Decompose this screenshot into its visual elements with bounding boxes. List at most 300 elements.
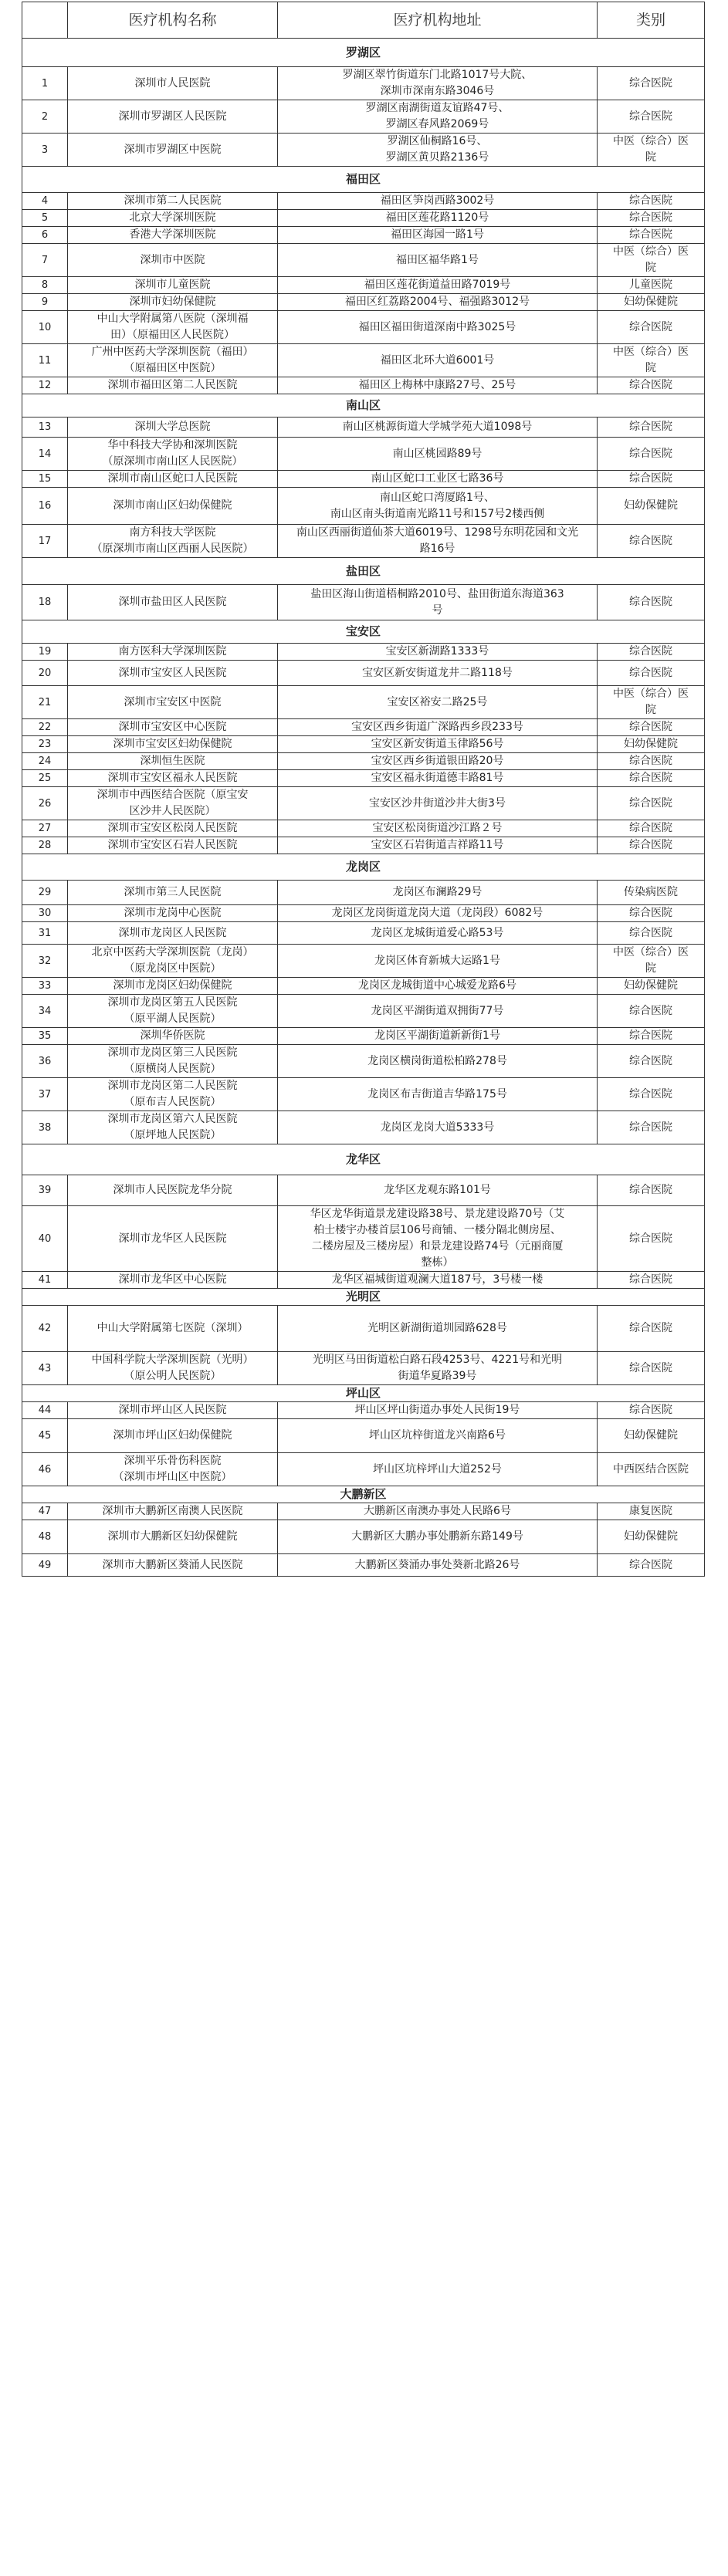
row-number: 6 <box>22 227 68 244</box>
row-number: 35 <box>22 1028 68 1045</box>
institution-category-line: 综合医院 <box>629 447 672 460</box>
table-row <box>22 1028 705 1045</box>
institution-category-line: 综合医院 <box>629 907 672 919</box>
institution-category <box>598 1206 705 1272</box>
institution-category-line: 综合医院 <box>629 1273 672 1286</box>
institution-name-line: 深圳市龙岗区第三人民医院 <box>107 1046 238 1059</box>
institution-address <box>278 1045 598 1078</box>
table-row <box>22 418 705 438</box>
institution-category-line: 中医（综合）医 <box>613 135 689 147</box>
district-name: 福田区 <box>22 167 705 193</box>
institution-name-line: 深圳市龙华区人民医院 <box>118 1232 227 1245</box>
institution-name-line: 深圳市宝安区中心医院 <box>118 721 227 733</box>
institution-category <box>598 418 705 438</box>
district-header-row <box>22 1289 705 1306</box>
institution-name-line: 深圳市宝安区石岩人民医院 <box>107 839 238 851</box>
district-name: 罗湖区 <box>22 39 705 67</box>
institution-category-line: 综合医院 <box>629 534 672 547</box>
institution-address <box>278 753 598 770</box>
institution-name <box>68 995 278 1028</box>
table-row <box>22 585 705 620</box>
institution-name-line: 深圳市宝安区松岗人民医院 <box>107 822 238 834</box>
table-row <box>22 1175 705 1206</box>
institution-address-line: 宝安区沙井街道沙井大街3号 <box>369 796 506 810</box>
row-number: 41 <box>22 1272 68 1289</box>
table-row <box>22 1419 705 1453</box>
table-row <box>22 438 705 471</box>
institution-category-line: 综合医院 <box>629 472 672 485</box>
institution-address-line: 福田区笋岗西路3002号 <box>380 194 495 207</box>
institution-category-line: 儿童医院 <box>629 279 672 291</box>
institution-category <box>598 311 705 344</box>
row-number: 15 <box>22 471 68 488</box>
institution-name <box>68 1045 278 1078</box>
institution-name <box>68 770 278 787</box>
table-row <box>22 294 705 311</box>
institution-category <box>598 100 705 134</box>
row-number: 8 <box>22 277 68 294</box>
institution-address-line: 龙华区福城街道观澜大道187号，3号楼一楼 <box>331 1273 543 1286</box>
institution-name <box>68 881 278 905</box>
institution-name <box>68 978 278 995</box>
institution-address <box>278 585 598 620</box>
row-number: 5 <box>22 210 68 227</box>
institution-name-line: （原公明人民医院） <box>124 1370 222 1382</box>
table-row <box>22 311 705 344</box>
institution-address-line: 宝安区裕安二路25号 <box>387 695 488 708</box>
institution-address <box>278 978 598 995</box>
institution-address-line: 宝安区松岗街道沙江路２号 <box>372 822 503 834</box>
institution-name-line: 中国科学院大学深圳医院（光明） <box>91 1354 254 1366</box>
row-number: 40 <box>22 1206 68 1272</box>
district-header-row <box>22 558 705 585</box>
institution-name-line: （原福田区中医院） <box>124 362 222 374</box>
institution-name <box>68 488 278 525</box>
institution-address-line: 南山区蛇口湾厦路1号、 <box>380 491 495 504</box>
institution-name <box>68 244 278 277</box>
institution-name-line: 深圳市南山区蛇口人民医院 <box>107 472 238 485</box>
row-number: 43 <box>22 1352 68 1385</box>
institution-name-line: 深圳市大鹏新区葵涌人民医院 <box>102 1558 243 1571</box>
institution-category-line: 传染病医院 <box>624 886 678 898</box>
institution-category-line: 综合医院 <box>629 1322 672 1334</box>
district-header-row <box>22 854 705 881</box>
institution-category <box>598 67 705 100</box>
institution-address-line: 罗湖区仙桐路16号、 <box>387 135 488 147</box>
institution-name-line: 南方科技大学医院 <box>129 526 216 539</box>
institution-category <box>598 344 705 377</box>
table-row <box>22 227 705 244</box>
table-row <box>22 837 705 854</box>
institution-address <box>278 488 598 525</box>
institution-category <box>598 1419 705 1453</box>
table-row <box>22 1402 705 1419</box>
institution-address-line: 龙华区龙观东路101号 <box>384 1184 491 1196</box>
institution-category <box>598 644 705 661</box>
institution-name <box>68 753 278 770</box>
institution-category <box>598 995 705 1028</box>
institution-category <box>598 922 705 945</box>
district-name: 宝安区 <box>22 620 705 644</box>
institution-name-line: 区沙井人民医院） <box>129 805 216 817</box>
institution-name-line: 香港大学深圳医院 <box>129 228 216 241</box>
institution-category-line: 综合医院 <box>629 1232 672 1245</box>
row-number: 23 <box>22 736 68 753</box>
institution-name-line: 深圳市大鹏新区南澳人民医院 <box>102 1505 243 1517</box>
institution-address-line: 福田区北环大道6001号 <box>380 353 495 367</box>
table-row <box>22 471 705 488</box>
institution-address <box>278 644 598 661</box>
institution-address <box>278 922 598 945</box>
table-header-row <box>22 2 705 39</box>
table-body <box>22 39 705 1577</box>
institution-address <box>278 1419 598 1453</box>
institution-name <box>68 294 278 311</box>
row-number: 9 <box>22 294 68 311</box>
institution-address-line: 南山区南头街道南光路11号和157号2楼西侧 <box>330 507 545 520</box>
institution-name <box>68 1111 278 1144</box>
institution-address-line: 龙岗区体育新城大运路1号 <box>374 954 500 967</box>
institution-category-line: 妇幼保健院 <box>624 979 678 992</box>
institution-address-line: 罗湖区翠竹街道东门北路1017号大院、 <box>342 69 533 81</box>
institution-category-line: 院 <box>645 262 656 274</box>
institution-name-line: 深圳市中医院 <box>140 253 205 266</box>
institution-name-line: 深圳市龙岗区人民医院 <box>118 926 227 939</box>
district-name: 盐田区 <box>22 558 705 585</box>
institution-category <box>598 377 705 394</box>
institution-address-line: 坪山区坑梓街道龙兴南路6号 <box>369 1429 506 1442</box>
table-row <box>22 1078 705 1111</box>
institution-category <box>598 1306 705 1352</box>
institution-name <box>68 1078 278 1111</box>
institution-category-line: 综合医院 <box>629 1121 672 1134</box>
institution-name-line: （原深圳市南山区西丽人民医院） <box>91 543 254 555</box>
table-row <box>22 1520 705 1554</box>
institution-address <box>278 193 598 210</box>
institution-address-line: 南山区桃园路89号 <box>392 447 483 460</box>
institution-address-line: 光明区马田街道松白路石段4253号、4221号和光明 <box>312 1354 563 1366</box>
institution-address-line: 柏士楼宇办楼首层106号商铺、一楼分隔北侧房屋、 <box>313 1224 561 1236</box>
institution-address <box>278 277 598 294</box>
institution-address <box>278 244 598 277</box>
institution-name <box>68 277 278 294</box>
institution-name-line: 中山大学附属第七医院（深圳） <box>97 1322 249 1334</box>
institution-address-line: 南山区西丽街道仙茶大道6019号、1298号东明花园和文光 <box>296 526 579 539</box>
row-number: 3 <box>22 134 68 167</box>
institution-address-line: 福田区上梅林中康路27号、25号 <box>358 379 516 391</box>
table-row <box>22 1453 705 1486</box>
institution-name <box>68 1206 278 1272</box>
district-header-row <box>22 1385 705 1402</box>
institution-name-line: 深圳市龙岗区第二人民医院 <box>107 1080 238 1092</box>
institution-address-line: 宝安区新安街道玉律路56号 <box>371 738 504 750</box>
institution-category <box>598 770 705 787</box>
row-number: 48 <box>22 1520 68 1554</box>
table-row <box>22 1206 705 1272</box>
table-row <box>22 344 705 377</box>
institution-address-line: 南山区蛇口工业区七路36号 <box>371 472 504 485</box>
institution-category-line: 中医（综合）医 <box>613 346 689 358</box>
institution-address <box>278 820 598 837</box>
institution-address-line: 深圳市深南东路3046号 <box>380 85 495 97</box>
table-row <box>22 525 705 558</box>
institution-address <box>278 1078 598 1111</box>
institution-category <box>598 210 705 227</box>
institution-address-line: 大鹏新区葵涌办事处葵新北路26号 <box>354 1558 520 1571</box>
institution-name <box>68 1520 278 1554</box>
institution-name-line: 深圳市龙岗区第五人民医院 <box>107 996 238 1009</box>
row-number: 21 <box>22 686 68 719</box>
row-number: 20 <box>22 661 68 686</box>
institution-address-line: 龙岗区龙岗街道龙岗大道（龙岗段）6082号 <box>331 907 543 919</box>
row-number: 38 <box>22 1111 68 1144</box>
table-row <box>22 1306 705 1352</box>
institution-name <box>68 905 278 922</box>
institution-address <box>278 881 598 905</box>
institution-address <box>278 905 598 922</box>
institution-name <box>68 134 278 167</box>
row-number: 4 <box>22 193 68 210</box>
institution-name <box>68 1453 278 1486</box>
header-name: 医疗机构名称 <box>68 2 278 39</box>
institution-category-line: 综合医院 <box>629 721 672 733</box>
institution-name <box>68 1352 278 1385</box>
row-number: 28 <box>22 837 68 854</box>
institution-category-line: 综合医院 <box>629 796 672 810</box>
institution-name <box>68 736 278 753</box>
institution-address-line: 南山区桃源街道大学城学苑大道1098号 <box>342 421 533 433</box>
table-row <box>22 905 705 922</box>
institution-name-line: 深圳市罗湖区中医院 <box>124 143 222 156</box>
row-number: 46 <box>22 1453 68 1486</box>
institution-address <box>278 770 598 787</box>
table-row <box>22 922 705 945</box>
institution-address <box>278 1554 598 1577</box>
institution-name <box>68 787 278 820</box>
institution-name-line: 深圳市龙岗区第六人民医院 <box>107 1113 238 1125</box>
institution-address <box>278 1206 598 1272</box>
district-name: 大鹏新区 <box>22 1486 705 1503</box>
institution-name <box>68 661 278 686</box>
table-row <box>22 1554 705 1577</box>
row-number: 26 <box>22 787 68 820</box>
district-name: 龙华区 <box>22 1144 705 1175</box>
institution-address <box>278 1028 598 1045</box>
institution-address <box>278 525 598 558</box>
institution-address-line: 坪山区坑梓坪山大道252号 <box>373 1462 502 1476</box>
institution-category-line: 中医（综合）医 <box>613 245 689 258</box>
institution-address-line: 光明区新湖街道圳园路628号 <box>367 1322 507 1334</box>
institution-address <box>278 418 598 438</box>
institution-name-line: 深圳市第三人民医院 <box>124 886 222 898</box>
row-number: 30 <box>22 905 68 922</box>
institution-name <box>68 820 278 837</box>
institution-category-line: 综合医院 <box>629 596 672 608</box>
institution-category-line: 综合医院 <box>629 645 672 658</box>
institution-address-line: 福田区莲花街道益田路7019号 <box>364 279 511 291</box>
institution-address-line: 二楼房屋及三楼房屋）和景龙建设路74号（元丽商厦 <box>311 1240 564 1253</box>
institution-name <box>68 1419 278 1453</box>
institution-name <box>68 525 278 558</box>
table-row <box>22 67 705 100</box>
institution-category-line: 综合医院 <box>629 1054 672 1067</box>
row-number: 13 <box>22 418 68 438</box>
institution-address <box>278 1272 598 1289</box>
institution-address-line: 坪山区坪山街道办事处人民街19号 <box>354 1404 520 1416</box>
institution-name <box>68 311 278 344</box>
institution-address <box>278 134 598 167</box>
district-header-row <box>22 620 705 644</box>
table-row <box>22 719 705 736</box>
institution-category-line: 综合医院 <box>629 1404 672 1416</box>
institution-name <box>68 1272 278 1289</box>
institution-name <box>68 686 278 719</box>
institution-name-line: 深圳市人民医院龙华分院 <box>113 1184 232 1196</box>
institution-address-line: 福田区福田街道深南中路3025号 <box>358 320 516 333</box>
row-number: 49 <box>22 1554 68 1577</box>
institution-address-line: 宝安区石岩街道吉祥路11号 <box>371 839 504 851</box>
row-number: 18 <box>22 585 68 620</box>
institution-category-line: 综合医院 <box>629 228 672 241</box>
institution-category <box>598 881 705 905</box>
institution-category <box>598 1554 705 1577</box>
institution-name <box>68 227 278 244</box>
institution-address <box>278 1520 598 1554</box>
table-row <box>22 770 705 787</box>
institution-name <box>68 922 278 945</box>
institution-category-line: 中西医结合医院 <box>613 1462 689 1476</box>
institution-address <box>278 945 598 978</box>
institution-category-line: 综合医院 <box>629 211 672 224</box>
institution-address <box>278 100 598 134</box>
institution-address <box>278 837 598 854</box>
institution-category <box>598 686 705 719</box>
table-row <box>22 644 705 661</box>
institution-address <box>278 344 598 377</box>
institution-name-line: 深圳市人民医院 <box>134 76 211 90</box>
institution-category <box>598 820 705 837</box>
institution-name <box>68 585 278 620</box>
institution-category <box>598 227 705 244</box>
row-number: 10 <box>22 311 68 344</box>
row-number: 24 <box>22 753 68 770</box>
row-number: 2 <box>22 100 68 134</box>
institution-category <box>598 1402 705 1419</box>
institution-address-line: 宝安区福永街道德丰路81号 <box>371 772 504 784</box>
table-row <box>22 881 705 905</box>
institution-address-line: 罗湖区南湖街道友谊路47号、 <box>365 102 510 114</box>
institution-category <box>598 525 705 558</box>
institution-name <box>68 100 278 134</box>
institution-category-line: 妇幼保健院 <box>624 1530 678 1543</box>
institution-name-line: （原横岗人民医院） <box>124 1063 222 1075</box>
institution-name <box>68 719 278 736</box>
institution-address <box>278 736 598 753</box>
institution-name-line: （原布吉人民医院） <box>124 1096 222 1108</box>
institution-address <box>278 1352 598 1385</box>
institution-name <box>68 644 278 661</box>
table-row <box>22 277 705 294</box>
district-header-row <box>22 39 705 67</box>
institution-name-line: 深圳市坪山区妇幼保健院 <box>113 1429 232 1442</box>
institution-category-line: 院 <box>645 362 656 374</box>
row-number: 27 <box>22 820 68 837</box>
row-number: 39 <box>22 1175 68 1206</box>
institution-address <box>278 227 598 244</box>
institution-name <box>68 67 278 100</box>
row-number: 19 <box>22 644 68 661</box>
table-row <box>22 1352 705 1385</box>
table-row <box>22 753 705 770</box>
institution-category <box>598 945 705 978</box>
table-row <box>22 134 705 167</box>
institution-address-line: 龙岗区平湖街道新新街1号 <box>374 1029 500 1042</box>
institution-category-line: 综合医院 <box>629 1558 672 1571</box>
institution-category <box>598 787 705 820</box>
institution-name-line: 深圳市龙岗中心医院 <box>124 907 222 919</box>
institution-category <box>598 193 705 210</box>
institution-category-line: 综合医院 <box>629 1029 672 1042</box>
institution-address <box>278 67 598 100</box>
institution-category <box>598 1111 705 1144</box>
table-row <box>22 736 705 753</box>
institution-address-line: 宝安区新湖路1333号 <box>385 645 489 658</box>
row-number: 12 <box>22 377 68 394</box>
institution-category-line: 综合医院 <box>629 1184 672 1196</box>
institution-category-line: 院 <box>645 962 656 975</box>
institution-name-line: 深圳市福田区第二人民医院 <box>107 379 238 391</box>
institution-address <box>278 1402 598 1419</box>
row-number: 16 <box>22 488 68 525</box>
institution-category <box>598 244 705 277</box>
institution-address-line: 号 <box>432 603 443 617</box>
institution-category-line: 综合医院 <box>629 194 672 207</box>
table-row <box>22 1503 705 1520</box>
row-number: 22 <box>22 719 68 736</box>
institution-name <box>68 1503 278 1520</box>
institution-address-line: 福田区福华路1号 <box>396 253 479 266</box>
institution-category-line: 综合医院 <box>629 772 672 784</box>
institution-address-line: 宝安区西乡街道广深路西乡段233号 <box>351 721 523 733</box>
institution-name-line: （原坪地人民医院） <box>124 1129 222 1141</box>
institution-category <box>598 978 705 995</box>
header-category: 类别 <box>598 2 705 39</box>
institution-name-line: 深圳华侨医院 <box>140 1029 205 1042</box>
institution-address-line: 龙岗区布澜路29号 <box>392 886 483 898</box>
row-number: 42 <box>22 1306 68 1352</box>
institution-name-line: 华中科技大学协和深圳医院 <box>107 439 238 451</box>
district-name: 龙岗区 <box>22 854 705 881</box>
institution-category <box>598 1453 705 1486</box>
institution-name-line: 深圳市宝安区妇幼保健院 <box>113 738 232 750</box>
institution-address-line: 盐田区海山街道梧桐路2010号、盐田街道东海道363 <box>310 587 564 600</box>
institution-name-line: 深圳市第二人民医院 <box>124 194 222 207</box>
district-header-row <box>22 167 705 193</box>
institution-name-line: 南方医科大学深圳医院 <box>118 645 227 658</box>
institution-address-line: 福田区海园一路1号 <box>391 228 484 241</box>
institution-address-line: 龙岗区龙岗大道5333号 <box>380 1121 495 1134</box>
institution-name-line: （原深圳市南山区人民医院） <box>102 455 243 468</box>
institution-address <box>278 210 598 227</box>
institution-category-line: 综合医院 <box>629 755 672 767</box>
institution-category <box>598 719 705 736</box>
table-row <box>22 193 705 210</box>
row-number: 31 <box>22 922 68 945</box>
institution-category <box>598 277 705 294</box>
institution-category-line: 综合医院 <box>629 1361 672 1374</box>
institution-name <box>68 1554 278 1577</box>
institution-name <box>68 377 278 394</box>
